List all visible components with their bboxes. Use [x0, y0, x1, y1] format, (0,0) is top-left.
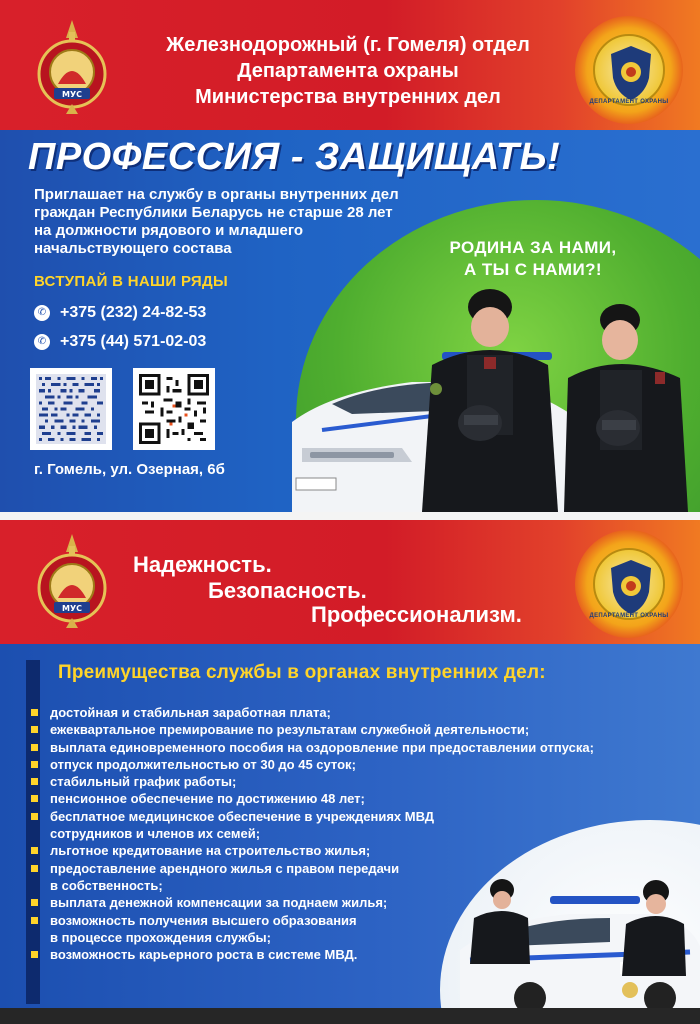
officer-image: [560, 300, 690, 512]
headline: ПРОФЕССИЯ - ЗАЩИЩАТЬ!: [28, 136, 561, 178]
address: г. Гомель, ул. Озерная, 6б: [34, 461, 225, 478]
phone-icon: ✆: [34, 305, 50, 321]
benefit-item: льготное кредитование на строительство жилья;: [30, 842, 650, 859]
benefit-item: достойная и стабильная заработная плата;: [30, 704, 650, 721]
benefit-item: выплата единовременного пособия на оздоровление при предоставлении отпуска;: [30, 739, 650, 756]
motto-line-2: Безопасность.: [208, 578, 367, 603]
security-department-badge-icon: [575, 530, 683, 638]
phone-number: +375 (44) 571-02-03: [60, 333, 207, 350]
advantages-title: Преимущества службы в органах внутренних дел:: [58, 662, 546, 683]
phone-1[interactable]: [34, 304, 206, 322]
slogan: [418, 237, 648, 281]
header-line-1: Железнодорожный (г. Гомеля) отдел: [166, 34, 530, 56]
intro-line: Приглашает на службу в органы внутренних дел: [34, 186, 399, 203]
header-line-2: Департамента охраны: [237, 60, 459, 82]
officer-image: [412, 285, 562, 512]
phone-2[interactable]: [34, 333, 206, 351]
motto-line-3: Профессионализм.: [311, 602, 522, 627]
intro-text: [34, 186, 434, 258]
benefit-item: сотрудников и членов их семей;: [50, 826, 261, 842]
benefit-item: предоставление арендного жилья с правом передачи: [30, 860, 650, 877]
intro-line: граждан Республики Беларусь не старше 28 лет: [34, 204, 393, 221]
qr-code-icon[interactable]: [30, 368, 112, 450]
benefit-item: выплата денежной компенсации за поднаем жилья;: [30, 894, 650, 911]
benefit-item: ежеквартальное премирование по результатам служебной деятельности;: [30, 721, 650, 738]
benefit-item: пенсионное обеспечение по достижению 48 лет;: [30, 790, 650, 807]
benefit-item: в собственность;: [50, 877, 163, 893]
shield-icon: [595, 550, 667, 622]
intro-line: начальствующего состава: [34, 240, 232, 257]
qr-code-icon[interactable]: [133, 368, 215, 450]
phone-number: +375 (232) 24-82-53: [60, 304, 207, 321]
security-department-badge-icon: [575, 16, 683, 124]
shield-icon: [595, 36, 667, 108]
police-emblem-icon: [32, 18, 112, 118]
police-emblem-icon: [32, 532, 112, 632]
benefit-item: возможность получения высшего образования: [30, 912, 650, 929]
intro-line: на должности рядового и младшего: [34, 222, 304, 239]
emblem-text: МУС: [62, 604, 82, 613]
benefit-item: в процессе прохождения службы;: [50, 929, 271, 945]
panel-divider: [0, 512, 700, 520]
slogan-line-2: А ТЫ С НАМИ?!: [464, 260, 602, 279]
phone-icon: ✆: [34, 334, 50, 350]
badge-text: ДЕПАРТАМЕНТ ОХРАНЫ: [589, 99, 669, 105]
badge-text: ДЕПАРТАМЕНТ ОХРАНЫ: [589, 613, 669, 619]
emblem-text: МУС: [62, 90, 82, 99]
header-title: [118, 32, 578, 110]
officer-image: [622, 876, 686, 976]
benefit-item: бесплатное медицинское обеспечение в учреждениях МВД: [30, 808, 650, 825]
motto-line-1: Надежность.: [133, 552, 272, 577]
badge-inner: [593, 548, 665, 620]
join-label: ВСТУПАЙ В НАШИ РЯДЫ: [34, 273, 228, 290]
benefit-item: стабильный график работы;: [30, 773, 650, 790]
recruitment-flyer-bottom: [0, 520, 700, 1008]
benefit-item: возможность карьерного роста в системе МВД.: [30, 946, 650, 963]
footer-strip: [0, 1008, 700, 1024]
header-line-3: Министерства внутренних дел: [195, 86, 501, 108]
badge-inner: [593, 34, 665, 106]
benefit-item: отпуск продолжительностью от 30 до 45 суток;: [30, 756, 650, 773]
slogan-line-1: РОДИНА ЗА НАМИ,: [449, 238, 617, 257]
officer-image: [470, 874, 530, 964]
